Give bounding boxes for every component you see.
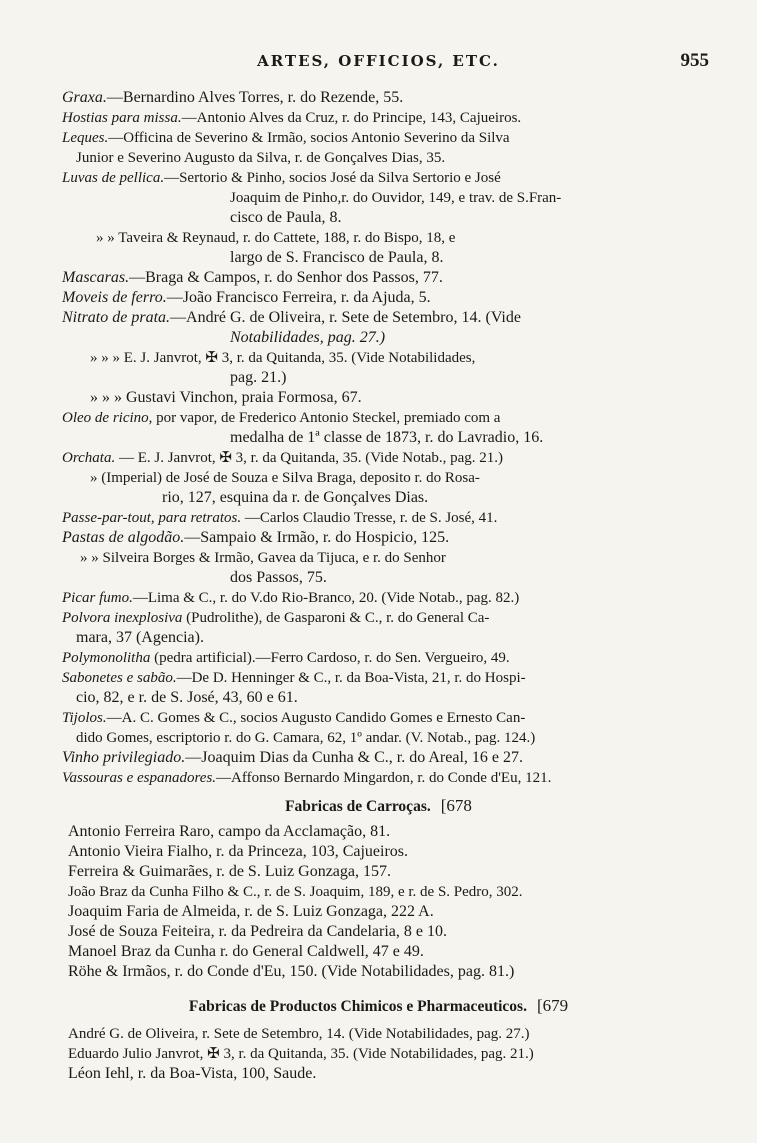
- entry-text: —Bernardino Alves Torres, r. do Rezende, 55.: [106, 89, 404, 106]
- entry-text: rio, 127, esquina da r. de Gonçalves Dias.: [162, 489, 429, 506]
- list-item: Ferreira & Guimarães, r. de S. Luiz Gonzaga, 157.: [68, 863, 392, 880]
- entry-text: —Carlos Claudio Tresse, r. de S. José, 41.: [241, 510, 498, 526]
- entry-text: —Antonio Alves da Cruz, r. do Principe, 143, Cajueiros.: [181, 110, 522, 126]
- list-item: [76, 728, 535, 748]
- list-item: [62, 448, 503, 468]
- entry-text: —Officina de Severino & Irmão, socios Antonio Severino da Silva: [108, 130, 510, 146]
- list-item: [62, 308, 521, 328]
- list-item: [76, 148, 445, 168]
- list-item: Eduardo Julio Janvrot, ✠ 3, r. da Quitanda, 35. (Vide Notabilidades, pag. 21.): [68, 1046, 534, 1062]
- list-item: [90, 388, 362, 408]
- list-item: [62, 268, 443, 288]
- list-item: [62, 528, 449, 548]
- entry-text: —Sertorio & Pinho, socios José da Silva Sertorio e José: [164, 170, 501, 186]
- entry-label: Hostias para missa.: [62, 110, 182, 126]
- list-item: José de Souza Feiteira, r. da Pedreira da Candelaria, 8 e 10.: [68, 923, 447, 940]
- list-item: Joaquim Faria de Almeida, r. de S. Luiz Gonzaga, 222 A.: [68, 903, 434, 920]
- entry-label: Pastas de algodão.: [62, 529, 185, 546]
- entry-label: Graxa.: [62, 89, 107, 106]
- entry-text: cio, 82, e r. de S. José, 43, 60 e 61.: [76, 689, 298, 706]
- entry-text: » » » E. J. Janvrot, ✠ 3, r. da Quitanda, 35. (Vide Notabilidades,: [90, 350, 476, 366]
- entry-label: Picar fumo.: [62, 590, 133, 606]
- list-item: [162, 488, 428, 508]
- section-heading-chimicos: [0, 996, 757, 1016]
- list-item: [230, 208, 342, 228]
- list-item: [62, 708, 525, 728]
- entry-label: Orchata.: [62, 450, 116, 466]
- list-item: [90, 348, 475, 368]
- entry-label: Passe-par-tout, para retratos.: [62, 510, 242, 526]
- entry-label: Vinho privilegiado.: [62, 749, 186, 766]
- list-item: [62, 168, 501, 188]
- list-item: [62, 648, 510, 668]
- list-item: [230, 188, 561, 208]
- entry-text: » » Taveira & Reynaud, r. do Cattete, 188, r. do Bispo, 18, e: [96, 230, 456, 246]
- section-title: Fabricas de Productos Chimicos e Pharmaceuticos.: [188, 998, 527, 1015]
- list-item: [90, 468, 480, 488]
- section-number: [678: [440, 796, 472, 815]
- entry-label: Moveis de ferro.: [62, 289, 167, 306]
- entry-text: Junior e Severino Augusto da Silva, r. de Gonçalves Dias, 35.: [76, 150, 446, 166]
- list-item: Léon Iehl, r. da Boa-Vista, 100, Saude.: [68, 1065, 317, 1082]
- entry-text: —Joaquim Dias da Cunha & C., r. do Areal, 16 e 27.: [185, 749, 523, 766]
- list-item: [76, 628, 204, 648]
- list-item: [76, 688, 298, 708]
- section-title: Fabricas de Carroças.: [285, 798, 431, 815]
- entry-text: por vapor, de Frederico Antonio Steckel, premiado com a: [152, 410, 501, 426]
- entry-text: dos Passos, 75.: [230, 569, 327, 586]
- entry-text: — E. J. Janvrot, ✠ 3, r. da Quitanda, 35. (Vide Notab., pag. 21.): [115, 450, 504, 466]
- entry-text: pag. 21.): [230, 369, 287, 386]
- list-item: André G. de Oliveira, r. Sete de Setembro, 14. (Vide Notabilidades, pag. 27.): [68, 1026, 530, 1042]
- list-item: [62, 88, 403, 108]
- list-item: [62, 128, 510, 148]
- entry-text: mara, 37 (Agencia).: [76, 629, 204, 646]
- entry-label: Nitrato de prata.: [62, 309, 171, 326]
- entry-label: Mascaras.: [62, 269, 130, 286]
- entry-label: Tijolos.: [62, 710, 107, 726]
- page-number: 955: [680, 50, 709, 71]
- entry-text: —Affonso Bernardo Mingardon, r. do Conde d'Eu, 121.: [216, 770, 552, 786]
- list-item: [62, 588, 519, 608]
- page-title: ARTES, OFFICIOS, ETC.: [257, 52, 500, 70]
- entry-text: —De D. Henninger & C., r. da Boa-Vista, 21, r. do Hospi-: [176, 670, 526, 686]
- entry-label: Polvora inexplosiva: [62, 610, 183, 626]
- entry-text: Joaquim de Pinho,r. do Ouvidor, 149, e trav. de S.Fran-: [230, 190, 562, 206]
- entry-text: —A. C. Gomes & C., socios Augusto Candido Gomes e Ernesto Can-: [106, 710, 526, 726]
- list-item: [80, 548, 446, 568]
- list-item: [230, 568, 327, 588]
- list-item: [230, 328, 385, 348]
- list-item: Antonio Ferreira Raro, campo da Acclamação, 81.: [68, 823, 391, 840]
- list-item: [62, 668, 526, 688]
- entry-text: » » Silveira Borges & Irmão, Gavea da Tijuca, e r. do Senhor: [80, 550, 446, 566]
- entry-label: Polymonolitha: [62, 650, 151, 666]
- page-header: [0, 50, 757, 76]
- entry-label: Sabonetes e sabão.: [62, 670, 177, 686]
- entry-text: —Lima & C., r. do V.do Rio-Branco, 20. (Vide Notab., pag. 82.): [132, 590, 520, 606]
- entry-text: dido Gomes, escriptorio r. do G. Camara, 62, 1º andar. (V. Notab., pag. 124.): [76, 730, 536, 746]
- entry-text: (Pudrolithe), de Gasparoni & C., r. do General Ca-: [182, 610, 490, 626]
- entry-label: Oleo de ricino,: [62, 410, 153, 426]
- entry-label: Leques.: [62, 130, 109, 146]
- list-item: [62, 508, 497, 528]
- entry-label: Vassouras e espanadores.: [62, 770, 217, 786]
- list-item: [62, 108, 521, 128]
- entry-text: medalha de 1ª classe de 1873, r. do Lavradio, 16.: [230, 429, 544, 446]
- list-item: João Braz da Cunha Filho & C., r. de S. Joaquim, 189, e r. de S. Pedro, 302.: [68, 884, 523, 900]
- entry-text: —Braga & Campos, r. do Senhor dos Passos, 77.: [129, 269, 443, 286]
- entry-text: —Sampaio & Irmão, r. do Hospicio, 125.: [184, 529, 450, 546]
- list-item: [62, 748, 523, 768]
- list-item: [62, 768, 551, 788]
- list-item: [62, 288, 431, 308]
- list-item: Röhe & Irmãos, r. do Conde d'Eu, 150. (Vide Notabilidades, pag. 81.): [68, 963, 515, 980]
- entry-text: largo de S. Francisco de Paula, 8.: [230, 249, 444, 266]
- entry-text: (pedra artificial).—Ferro Cardoso, r. do Sen. Vergueiro, 49.: [150, 650, 510, 666]
- entry-label: Luvas de pellica.: [62, 170, 165, 186]
- section-number: [679: [536, 996, 569, 1015]
- list-item: [96, 228, 455, 248]
- list-item: [230, 248, 443, 268]
- list-item: Antonio Vieira Fialho, r. da Princeza, 103, Cajueiros.: [68, 843, 409, 860]
- list-item: [230, 428, 543, 448]
- entry-text: » (Imperial) de José de Souza e Silva Braga, deposito r. do Rosa-: [90, 470, 480, 486]
- list-item: [230, 368, 286, 388]
- entry-text: Notabilidades, pag. 27.): [230, 329, 386, 346]
- entry-text: » » » Gustavi Vinchon, praia Formosa, 67.: [90, 389, 362, 406]
- section-heading-carrocas: [0, 796, 757, 816]
- list-item: [62, 408, 500, 428]
- list-item: Manoel Braz da Cunha r. do General Caldwell, 47 e 49.: [68, 943, 424, 960]
- list-item: [62, 608, 489, 628]
- entry-text: cisco de Paula, 8.: [230, 209, 342, 226]
- entry-text: —André G. de Oliveira, r. Sete de Setembro, 14. (Vide: [170, 309, 521, 326]
- entry-text: —João Francisco Ferreira, r. da Ajuda, 5.: [166, 289, 431, 306]
